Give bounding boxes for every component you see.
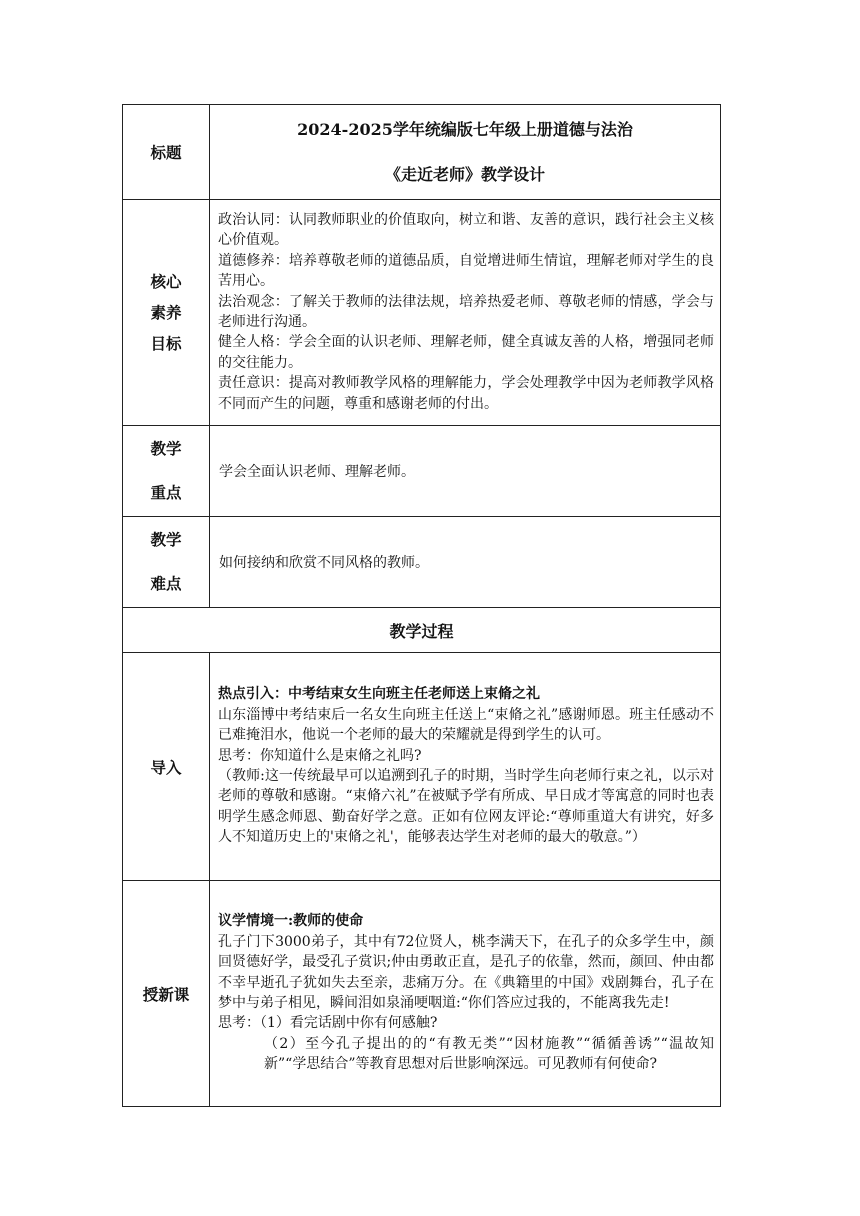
label-line: 核心 — [150, 272, 182, 291]
intro-paragraph: 山东淄博中考结束后一名女生向班主任送上“束脩之礼”感谢师恩。班主任感动不已难掩泪水，他说一个老师的最大的荣耀就是得到学生的认可。 — [218, 706, 714, 744]
literacy-item: 健全人格：学会全面的认识老师、理解老师，健全真诚友善的人格，增强同老师的交往能力。 — [218, 334, 714, 371]
label-line: 目标 — [150, 334, 182, 353]
literacy-item: 道德修养：培养尊敬老师的道德品质，自觉增进师生情谊，理解老师对学生的良苦用心。 — [218, 252, 714, 290]
label-line: 教学 — [150, 439, 182, 458]
label-line: 重点 — [150, 483, 182, 502]
core-literacy-content — [210, 200, 721, 426]
intro-row — [123, 653, 721, 881]
new-lesson-question-2: （2）至今孔子提出的的“有教无类”“因材施教”“循循善诱”“温故知新”“学思结合”等教育思想对后世影响深远。可见教师有何使命? — [264, 1035, 714, 1073]
difficulty-text: 如何接纳和欣赏不同风格的教师。 — [210, 517, 721, 608]
document-title — [210, 105, 721, 200]
lesson-plan-table — [122, 104, 721, 1107]
title-line-2: 《走近老师》教学设计 — [384, 165, 545, 184]
difficulty-label — [123, 517, 210, 608]
intro-label: 导入 — [123, 653, 210, 881]
new-lesson-heading: 议学情境一:教师的使命 — [218, 913, 364, 930]
core-literacy-row — [123, 200, 721, 426]
title-label: 标题 — [123, 105, 210, 200]
title-row — [123, 105, 721, 200]
core-literacy-label — [123, 200, 210, 426]
intro-question: 思考：你知道什么是束脩之礼吗? — [218, 747, 422, 764]
intro-teacher-note: （教师:这一传统最早可以追溯到孔子的时期，当时学生向老师行束之礼，以示对老师的尊敬和感谢。“束脩六礼”在被赋予学有所成、早日成才等寓意的同时也表明学生感念师恩、勤奋好学之意。正如有位网友评论:“尊师重道大有讲究，好多人不知道历史上的'束脩之礼'，能够表达学生对老师的最大的敬意。”） — [218, 768, 714, 846]
label-line: 教学 — [150, 530, 182, 549]
literacy-item: 法治观念：了解关于教师的法律法规，培养热爱老师、尊敬老师的情感，学会与老师进行沟通。 — [218, 293, 714, 330]
key-point-label — [123, 426, 210, 517]
new-lesson-content — [210, 881, 721, 1107]
label-line: 难点 — [150, 574, 182, 593]
process-heading-row — [123, 608, 721, 653]
label-line: 素养 — [150, 303, 182, 322]
key-point-text: 学会全面认识老师、理解老师。 — [210, 426, 721, 517]
key-point-row — [123, 426, 721, 517]
difficulty-row — [123, 517, 721, 608]
new-lesson-label: 授新课 — [123, 881, 210, 1107]
intro-heading: 热点引入：中考结束女生向班主任老师送上束脩之礼 — [218, 686, 540, 703]
literacy-item: 政治认同：认同教师职业的价值取向，树立和谐、友善的意识，践行社会主义核心价值观。 — [218, 211, 714, 249]
new-lesson-row — [123, 881, 721, 1107]
literacy-item: 责任意识：提高对教师教学风格的理解能力，学会处理教学中因为老师教学风格不同而产生的问题，尊重和感谢老师的付出。 — [218, 375, 714, 412]
new-lesson-question-1: 思考：（1）看完话剧中你有何感触? — [218, 1015, 438, 1032]
process-heading: 教学过程 — [123, 608, 721, 653]
title-line-1: 2024-2025学年统编版七年级上册道德与法治 — [297, 120, 633, 139]
intro-content — [210, 653, 721, 881]
new-lesson-paragraph: 孔子门下3000弟子，其中有72位贤人，桃李满天下，在孔子的众多学生中，颜回贤德好学，最受孔子赏识;仲由勇敢正直，是孔子的依靠，然而，颜回、仲由都不幸早逝孔子犹如失去至亲，悲痛万分。在《典籍里的中国》戏剧舞台，孔子在梦中与弟子相见，瞬间泪如泉涌哽咽道:“你们答应过我的，不能离我先走! — [218, 933, 714, 1011]
